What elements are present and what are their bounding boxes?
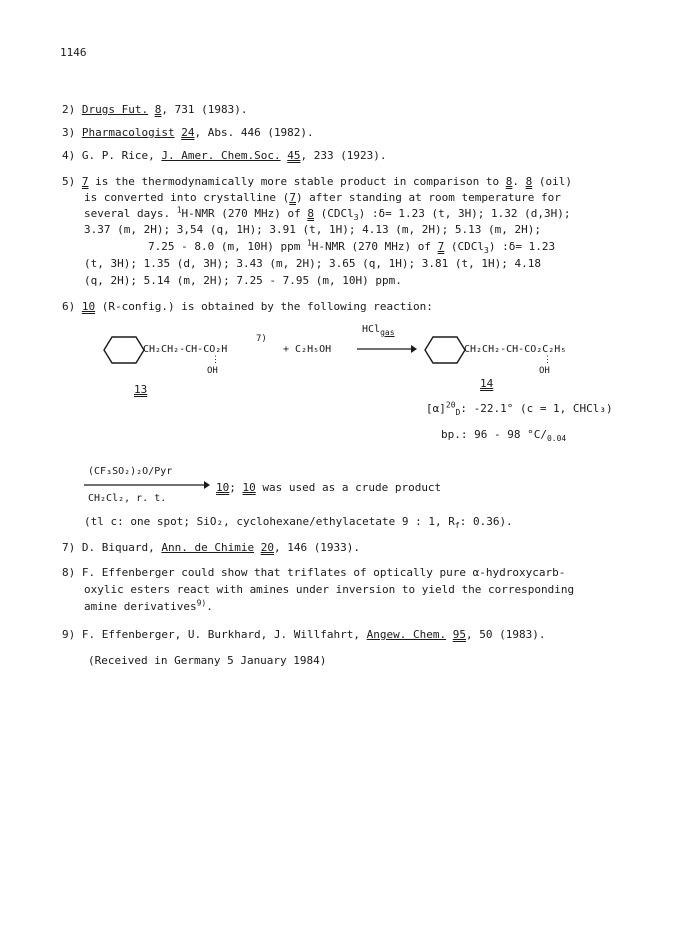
step2-reagent-top: (CF₃SO₂)₂O/Pyr — [88, 466, 173, 477]
footnote-sup: 9) — [196, 598, 207, 608]
authors: D. Biquard, — [81, 541, 155, 554]
volume: 8 — [154, 103, 162, 116]
ref-rest: , 146 (1933). — [273, 541, 361, 554]
text: H-NMR (270 MHz) of — [311, 240, 431, 253]
reference-5-line-3: several days. $^1$H-NMR (270 MHz) of 8 (CDCl$_3$) :δ= 1.23 (t, 3H); 1.32 (d,3H); — [84, 205, 571, 223]
stereo-dashes: ⋮ — [543, 355, 552, 365]
journal-title: Ann. de Chimie — [161, 541, 255, 554]
received-date: (Received in Germany 5 January 1984) — [88, 654, 327, 667]
volume: 24 — [181, 126, 195, 139]
text: F. Effenberger could show that triflates of optically pure α-hydroxycarb- — [81, 566, 566, 579]
step2-reagent-bottom: CH₂Cl₂, r. t. — [88, 493, 167, 504]
compound-8: 8 — [505, 175, 513, 188]
journal-title: Drugs Fut. — [81, 103, 149, 116]
journal-title: Pharmacologist — [81, 126, 175, 139]
alpha-bracket: [α] — [426, 402, 446, 415]
compound-14-label — [480, 377, 493, 390]
text: (oil) — [538, 175, 572, 188]
reference-3 — [62, 126, 314, 140]
compound-7: 7 — [81, 175, 89, 188]
ref-rest: , 233 (1923). — [300, 149, 387, 162]
reactant-footnote: 7) — [256, 334, 267, 344]
gas-text: gas — [380, 328, 395, 337]
volume: 45 — [287, 149, 301, 162]
ref-number: 5) — [62, 175, 76, 188]
ref-number: 2) — [62, 103, 76, 116]
ref-number: 4) — [62, 149, 76, 162]
bp-text: bp.: 96 - 98 °C/ — [441, 428, 547, 441]
compound-10: 10 — [242, 481, 256, 494]
compound-7: 7 — [437, 240, 445, 253]
text: amine derivatives — [84, 600, 197, 613]
text: ) : — [488, 240, 509, 253]
ref-number: 7) — [62, 541, 76, 554]
reference-8-line-3 — [84, 600, 213, 614]
reference-5-line-1: 5) 7 is the thermodynamically more stable product in comparison to 8. 8 (oil) — [62, 175, 572, 188]
reference-5-line-2 — [84, 191, 561, 205]
text: (CDCl — [450, 240, 484, 253]
hydroxyl-group: OH — [207, 366, 218, 376]
delta-symbol: δ — [378, 207, 386, 220]
compound-8: 8 — [525, 175, 533, 188]
reference-7 — [62, 541, 360, 555]
label-text: 13 — [134, 383, 148, 396]
compound-10: 10 — [81, 300, 96, 313]
compound-13-label — [134, 383, 147, 396]
reference-8-line-2: oxylic esters react with amines under inversion to yield the corresponding — [84, 583, 575, 596]
tlc-end: : 0.36). — [459, 515, 513, 528]
compound-7: 7 — [289, 191, 296, 204]
ref-number: 3) — [62, 126, 76, 139]
d-sub: D — [455, 408, 461, 418]
tlc-note — [84, 515, 513, 529]
product-formula: CH₂CH₂-CH-CO₂C₂H₅ — [464, 344, 567, 355]
step2-arrow — [84, 480, 210, 490]
ref-number: 8) — [62, 566, 76, 579]
reference-5-line-6: (t, 3H); 1.35 (d, 3H); 3.43 (m, 2H); 3.65 (q, 1H); 3.81 (t, 1H); 4.18 — [84, 257, 541, 270]
text: was used as a crude product — [255, 481, 442, 494]
rf-sub: f — [454, 521, 460, 531]
text: = 1.23 (t, 3H); 1.32 (d,3H); — [385, 207, 571, 220]
volume: 95 — [452, 628, 467, 641]
authors: G. P. Rice, — [81, 149, 155, 162]
text: is converted into crystalline ( — [84, 191, 290, 204]
optical-rotation — [426, 402, 613, 416]
stereo-dashes: ⋮ — [211, 355, 220, 365]
reactant-formula — [143, 344, 227, 355]
text: several days. — [84, 207, 171, 220]
temp-sup: 20 — [445, 400, 456, 410]
text: (CDCl — [320, 207, 354, 220]
step2-result: 10; 10 was used as a crude product — [216, 481, 442, 494]
text: 7.25 - 8.0 (m, 10H) ppm — [148, 240, 301, 253]
product-benzene-ring — [425, 335, 465, 365]
reference-5-line-5: 7.25 - 8.0 (m, 10H) ppm $^1$H-NMR (270 MHz) of 7 (CDCl$_3$) :δ= 1.23 — [148, 238, 556, 256]
ref-rest: , Abs. 446 (1982). — [194, 126, 314, 139]
ref-number: 6) — [62, 300, 76, 313]
reference-5-line-4: 3.37 (m, 2H); 3,54 (q, 1H); 3.91 (t, 1H); 4.13 (m, 2H); 5.13 (m, 2H); — [84, 223, 541, 236]
arrow-label — [362, 324, 395, 335]
boiling-point — [441, 428, 566, 442]
journal-title: Angew. Chem. — [366, 628, 447, 641]
page-number: 1146 — [60, 46, 87, 59]
reference-2 — [62, 103, 247, 117]
hcl-text: HCl — [362, 324, 381, 335]
reference-4 — [62, 149, 387, 163]
reactant-benzene-ring — [104, 335, 144, 365]
tlc-text: (tl c: one spot; SiO₂, cyclohexane/ethylacetate 9 : 1, R — [84, 515, 455, 528]
ref-number: 9) — [62, 628, 76, 641]
text: (R-config.) is obtained by the following reaction: — [95, 300, 433, 313]
reference-6-line-1 — [62, 300, 433, 314]
label-text: 14 — [480, 377, 494, 390]
reactant-text: CH₂CH₂-CH-CO₂H — [143, 344, 228, 355]
reaction-arrow — [357, 344, 417, 354]
rotation-text: : -22.1° (c = 1, CHCl₃) — [460, 402, 613, 415]
text: ) : — [358, 207, 379, 220]
reference-5-line-7: (q, 2H); 5.14 (m, 2H); 7.25 - 7.95 (m, 10H) ppm. — [84, 274, 402, 287]
reference-9 — [62, 628, 546, 642]
text: . — [206, 600, 213, 613]
ref-rest: , 50 (1983). — [466, 628, 546, 641]
text: is the thermodynamically more stable product in comparison to — [95, 175, 500, 188]
ethanol-reagent: + C₂H₅OH — [283, 344, 332, 355]
compound-10: 10 — [216, 481, 230, 494]
journal-title: J. Amer. Chem.Soc. — [161, 149, 281, 162]
text: ) after standing at room temperature for — [295, 191, 561, 204]
text: = 1.23 — [515, 240, 556, 253]
volume: 20 — [260, 541, 274, 554]
hydroxyl-group: OH — [539, 366, 550, 376]
text: H-NMR (270 MHz) of — [181, 207, 301, 220]
reference-8-line-1 — [62, 566, 565, 580]
authors: F. Effenberger, U. Burkhard, J. Willfahrt, — [81, 628, 361, 641]
compound-8: 8 — [307, 207, 315, 220]
pressure-sub: 0.04 — [546, 434, 567, 444]
delta-symbol: δ — [508, 240, 516, 253]
ref-rest: , 731 (1983). — [161, 103, 248, 116]
